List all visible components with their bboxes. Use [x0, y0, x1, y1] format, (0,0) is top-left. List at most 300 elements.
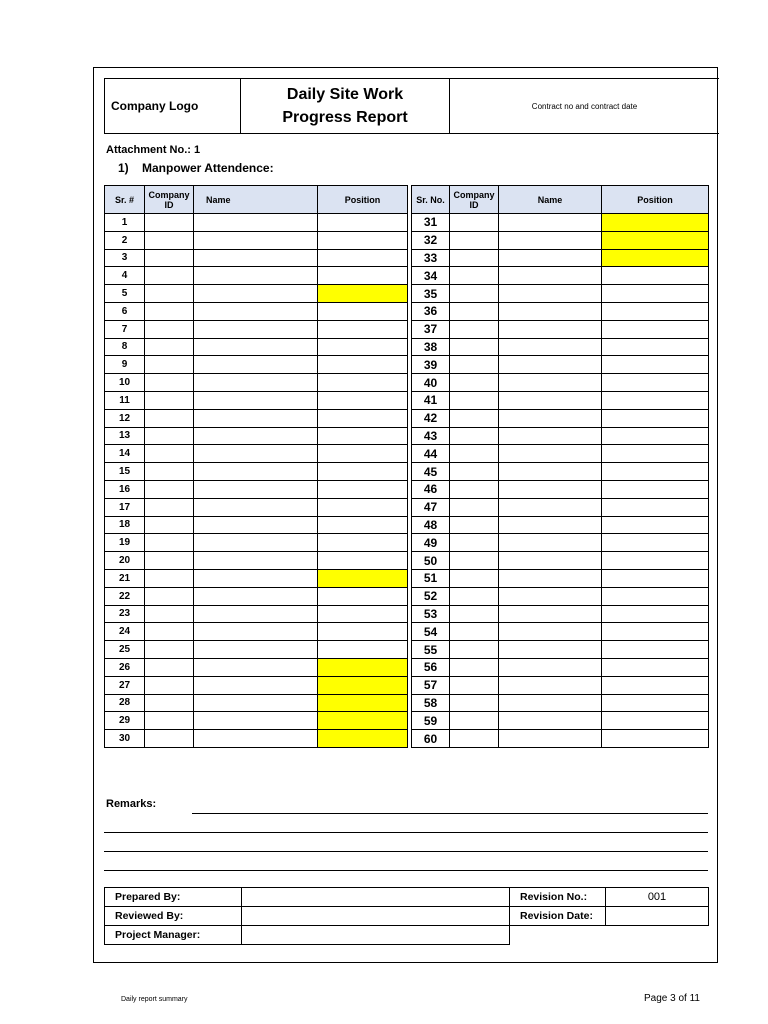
row-number: 30	[105, 730, 145, 748]
row-number: 49	[412, 534, 450, 552]
name-cell[interactable]	[499, 338, 602, 356]
company-id-cell[interactable]	[450, 249, 499, 267]
row-number: 17	[105, 498, 145, 516]
row-number: 27	[105, 676, 145, 694]
name-cell[interactable]	[194, 498, 318, 516]
position-cell[interactable]	[602, 552, 709, 570]
company-id-cell[interactable]	[145, 249, 194, 267]
company-id-cell[interactable]	[145, 498, 194, 516]
position-cell[interactable]	[602, 676, 709, 694]
remarks-label: Remarks:	[106, 798, 157, 810]
row-number: 8	[105, 338, 145, 356]
name-cell[interactable]	[499, 712, 602, 730]
row-number: 25	[105, 641, 145, 659]
company-id-cell[interactable]	[450, 730, 499, 748]
attendance-table-left	[104, 185, 408, 748]
name-cell[interactable]	[194, 658, 318, 676]
name-cell[interactable]	[499, 302, 602, 320]
company-id-cell[interactable]	[145, 587, 194, 605]
company-id-cell[interactable]	[450, 569, 499, 587]
company-id-cell[interactable]	[450, 605, 499, 623]
position-cell[interactable]	[602, 231, 709, 249]
table-row	[412, 569, 709, 587]
name-cell[interactable]	[194, 445, 318, 463]
table-row	[105, 480, 408, 498]
name-cell[interactable]	[194, 320, 318, 338]
position-cell[interactable]	[318, 569, 408, 587]
company-id-cell[interactable]	[450, 302, 499, 320]
name-cell[interactable]	[499, 694, 602, 712]
table-row	[412, 445, 709, 463]
table-row	[412, 605, 709, 623]
position-cell[interactable]	[318, 694, 408, 712]
position-cell[interactable]	[602, 320, 709, 338]
table-row	[412, 231, 709, 249]
table-row	[105, 516, 408, 534]
company-logo-label: Company Logo	[104, 78, 241, 134]
position-cell[interactable]	[318, 338, 408, 356]
row-number: 57	[412, 676, 450, 694]
row-number: 15	[105, 463, 145, 481]
name-cell[interactable]	[499, 231, 602, 249]
company-id-cell[interactable]	[450, 374, 499, 392]
row-number: 43	[412, 427, 450, 445]
company-id-cell[interactable]	[145, 391, 194, 409]
row-number: 34	[412, 267, 450, 285]
position-cell[interactable]	[602, 391, 709, 409]
name-cell[interactable]	[194, 569, 318, 587]
company-id-cell[interactable]	[145, 267, 194, 285]
position-cell[interactable]	[602, 445, 709, 463]
row-number: 58	[412, 694, 450, 712]
company-id-cell[interactable]	[450, 694, 499, 712]
row-number: 5	[105, 285, 145, 303]
position-cell[interactable]	[318, 356, 408, 374]
name-cell[interactable]	[499, 730, 602, 748]
company-id-cell[interactable]	[450, 267, 499, 285]
col-header-position: Position	[318, 186, 408, 214]
row-number: 11	[105, 391, 145, 409]
name-cell[interactable]	[499, 267, 602, 285]
name-cell[interactable]	[499, 374, 602, 392]
name-cell[interactable]	[194, 730, 318, 748]
company-id-cell[interactable]	[450, 623, 499, 641]
company-id-cell[interactable]	[450, 409, 499, 427]
position-cell[interactable]	[602, 641, 709, 659]
position-cell[interactable]	[318, 480, 408, 498]
attendance-table-right	[411, 185, 709, 748]
name-cell[interactable]	[499, 623, 602, 641]
col-header-name: Name	[194, 186, 318, 214]
name-cell[interactable]	[194, 534, 318, 552]
position-cell[interactable]	[318, 623, 408, 641]
name-cell[interactable]	[499, 409, 602, 427]
position-cell[interactable]	[318, 676, 408, 694]
position-cell[interactable]	[318, 249, 408, 267]
row-number: 42	[412, 409, 450, 427]
col-header-sr: Sr. #	[105, 186, 145, 214]
name-cell[interactable]	[194, 463, 318, 481]
name-cell[interactable]	[194, 214, 318, 232]
company-id-cell[interactable]	[145, 480, 194, 498]
row-number: 32	[412, 231, 450, 249]
remarks-line[interactable]	[192, 813, 708, 814]
position-cell[interactable]	[602, 569, 709, 587]
position-cell[interactable]	[318, 285, 408, 303]
revision-no-value[interactable]: 001	[606, 888, 709, 907]
table-header-row	[412, 186, 709, 214]
company-id-cell[interactable]	[450, 320, 499, 338]
row-number: 6	[105, 302, 145, 320]
company-id-cell[interactable]	[450, 534, 499, 552]
position-cell[interactable]	[318, 231, 408, 249]
company-id-cell[interactable]	[450, 285, 499, 303]
row-number: 3	[105, 249, 145, 267]
prepared-by-label: Prepared By:	[105, 888, 242, 907]
company-id-cell[interactable]	[450, 231, 499, 249]
table-row	[105, 356, 408, 374]
reviewed-by-label: Reviewed By:	[105, 907, 242, 926]
position-cell[interactable]	[318, 391, 408, 409]
name-cell[interactable]	[499, 658, 602, 676]
name-cell[interactable]	[499, 587, 602, 605]
name-cell[interactable]	[194, 302, 318, 320]
section-title: 1) Manpower Attendence:	[118, 161, 274, 175]
position-cell[interactable]	[318, 445, 408, 463]
row-number: 48	[412, 516, 450, 534]
table-row	[105, 445, 408, 463]
company-id-cell[interactable]	[145, 534, 194, 552]
company-id-cell[interactable]	[450, 356, 499, 374]
signoff-row	[105, 907, 709, 926]
report-title-line2: Progress Report	[282, 109, 408, 126]
name-cell[interactable]	[194, 694, 318, 712]
position-cell[interactable]	[318, 302, 408, 320]
position-cell[interactable]	[602, 623, 709, 641]
company-id-cell[interactable]	[145, 605, 194, 623]
name-cell[interactable]	[194, 356, 318, 374]
name-cell[interactable]	[499, 285, 602, 303]
col-header-position: Position	[602, 186, 709, 214]
company-id-cell[interactable]	[450, 516, 499, 534]
name-cell[interactable]	[499, 569, 602, 587]
row-number: 28	[105, 694, 145, 712]
remarks-line[interactable]	[104, 832, 708, 833]
row-number: 21	[105, 569, 145, 587]
table-row	[105, 463, 408, 481]
name-cell[interactable]	[499, 249, 602, 267]
position-cell[interactable]	[318, 409, 408, 427]
company-id-cell[interactable]	[145, 552, 194, 570]
position-cell[interactable]	[602, 516, 709, 534]
signoff-row	[105, 888, 709, 907]
contract-label: Contract no and contract date	[449, 78, 719, 134]
revision-date-field[interactable]	[606, 907, 709, 926]
company-id-cell[interactable]	[145, 445, 194, 463]
table-row	[105, 409, 408, 427]
row-number: 38	[412, 338, 450, 356]
company-id-cell[interactable]	[145, 712, 194, 730]
position-cell[interactable]	[318, 427, 408, 445]
table-row	[412, 676, 709, 694]
revision-no-label: Revision No.:	[510, 888, 606, 907]
position-cell[interactable]	[318, 374, 408, 392]
table-row	[412, 320, 709, 338]
project-manager-field[interactable]	[242, 926, 510, 945]
prepared-by-field[interactable]	[242, 888, 510, 907]
company-id-cell[interactable]	[450, 427, 499, 445]
row-number: 31	[412, 214, 450, 232]
company-id-cell[interactable]	[450, 641, 499, 659]
name-cell[interactable]	[499, 214, 602, 232]
position-cell[interactable]	[318, 587, 408, 605]
row-number: 35	[412, 285, 450, 303]
name-cell[interactable]	[499, 516, 602, 534]
row-number: 51	[412, 569, 450, 587]
position-cell[interactable]	[602, 285, 709, 303]
row-number: 23	[105, 605, 145, 623]
table-row	[412, 214, 709, 232]
position-cell[interactable]	[602, 374, 709, 392]
name-cell[interactable]	[499, 552, 602, 570]
position-cell[interactable]	[602, 249, 709, 267]
position-cell[interactable]	[318, 712, 408, 730]
company-id-cell[interactable]	[145, 356, 194, 374]
report-title-line1: Daily Site Work	[286, 86, 404, 103]
name-cell[interactable]	[499, 427, 602, 445]
table-row	[105, 605, 408, 623]
table-row	[105, 641, 408, 659]
row-number: 2	[105, 231, 145, 249]
position-cell[interactable]	[318, 641, 408, 659]
company-id-cell[interactable]	[145, 231, 194, 249]
name-cell[interactable]	[194, 676, 318, 694]
position-cell[interactable]	[602, 534, 709, 552]
name-cell[interactable]	[194, 391, 318, 409]
position-cell[interactable]	[318, 730, 408, 748]
company-id-cell[interactable]	[450, 338, 499, 356]
name-cell[interactable]	[499, 641, 602, 659]
name-cell[interactable]	[499, 498, 602, 516]
table-row	[105, 391, 408, 409]
empty-cell	[510, 926, 606, 945]
name-cell[interactable]	[499, 605, 602, 623]
row-number: 29	[105, 712, 145, 730]
table-row	[105, 302, 408, 320]
row-number: 44	[412, 445, 450, 463]
company-id-cell[interactable]	[145, 463, 194, 481]
row-number: 14	[105, 445, 145, 463]
row-number: 22	[105, 587, 145, 605]
name-cell[interactable]	[194, 285, 318, 303]
position-cell[interactable]	[602, 587, 709, 605]
name-cell[interactable]	[194, 267, 318, 285]
company-id-cell[interactable]	[450, 712, 499, 730]
table-row	[105, 712, 408, 730]
position-cell[interactable]	[602, 427, 709, 445]
name-cell[interactable]	[194, 552, 318, 570]
position-cell[interactable]	[318, 498, 408, 516]
position-cell[interactable]	[602, 409, 709, 427]
position-cell[interactable]	[602, 498, 709, 516]
table-row	[105, 676, 408, 694]
company-id-cell[interactable]	[145, 302, 194, 320]
position-cell[interactable]	[602, 658, 709, 676]
company-id-cell[interactable]	[450, 676, 499, 694]
table-row	[412, 623, 709, 641]
name-cell[interactable]	[499, 356, 602, 374]
col-header-company-id: Company ID	[145, 186, 194, 214]
row-number: 36	[412, 302, 450, 320]
company-id-cell[interactable]	[450, 552, 499, 570]
table-row	[105, 694, 408, 712]
name-cell[interactable]	[499, 676, 602, 694]
name-cell[interactable]	[194, 641, 318, 659]
row-number: 47	[412, 498, 450, 516]
position-cell[interactable]	[318, 534, 408, 552]
company-id-cell[interactable]	[145, 516, 194, 534]
name-cell[interactable]	[194, 605, 318, 623]
position-cell[interactable]	[602, 694, 709, 712]
position-cell[interactable]	[602, 214, 709, 232]
name-cell[interactable]	[499, 391, 602, 409]
position-cell[interactable]	[602, 480, 709, 498]
company-id-cell[interactable]	[145, 658, 194, 676]
position-cell[interactable]	[318, 214, 408, 232]
company-id-cell[interactable]	[145, 374, 194, 392]
company-id-cell[interactable]	[450, 658, 499, 676]
position-cell[interactable]	[602, 338, 709, 356]
row-number: 45	[412, 463, 450, 481]
col-header-sr-no: Sr. No.	[412, 186, 450, 214]
name-cell[interactable]	[194, 409, 318, 427]
table-row	[412, 285, 709, 303]
name-cell[interactable]	[194, 427, 318, 445]
table-row	[412, 374, 709, 392]
position-cell[interactable]	[602, 730, 709, 748]
name-cell[interactable]	[499, 445, 602, 463]
company-id-cell[interactable]	[450, 445, 499, 463]
table-row	[412, 730, 709, 748]
position-cell[interactable]	[318, 605, 408, 623]
table-row	[412, 516, 709, 534]
row-number: 55	[412, 641, 450, 659]
name-cell[interactable]	[499, 480, 602, 498]
company-id-cell[interactable]	[145, 694, 194, 712]
company-id-cell[interactable]	[145, 730, 194, 748]
company-id-cell[interactable]	[450, 498, 499, 516]
company-id-cell[interactable]	[450, 463, 499, 481]
table-header-row	[105, 186, 408, 214]
empty-cell	[606, 926, 709, 945]
name-cell[interactable]	[194, 374, 318, 392]
table-row	[105, 231, 408, 249]
company-id-cell[interactable]	[145, 676, 194, 694]
company-id-cell[interactable]	[450, 587, 499, 605]
table-row	[412, 694, 709, 712]
reviewed-by-field[interactable]	[242, 907, 510, 926]
row-number: 54	[412, 623, 450, 641]
company-id-cell[interactable]	[145, 623, 194, 641]
company-id-cell[interactable]	[450, 391, 499, 409]
company-id-cell[interactable]	[145, 641, 194, 659]
name-cell[interactable]	[194, 587, 318, 605]
company-id-cell[interactable]	[145, 338, 194, 356]
company-id-cell[interactable]	[145, 409, 194, 427]
table-row	[412, 249, 709, 267]
table-row	[105, 569, 408, 587]
position-cell[interactable]	[602, 712, 709, 730]
remarks-line[interactable]	[104, 851, 708, 852]
position-cell[interactable]	[602, 302, 709, 320]
company-id-cell[interactable]	[145, 285, 194, 303]
position-cell[interactable]	[318, 463, 408, 481]
remarks-line[interactable]	[104, 870, 708, 871]
company-id-cell[interactable]	[450, 214, 499, 232]
table-row	[412, 427, 709, 445]
table-row	[412, 267, 709, 285]
row-number: 20	[105, 552, 145, 570]
name-cell[interactable]	[499, 534, 602, 552]
page-footer-page-number: Page 3 of 11	[644, 993, 700, 1004]
position-cell[interactable]	[318, 552, 408, 570]
name-cell[interactable]	[194, 712, 318, 730]
company-id-cell[interactable]	[145, 427, 194, 445]
row-number: 9	[105, 356, 145, 374]
position-cell[interactable]	[318, 516, 408, 534]
signoff-table	[104, 887, 709, 945]
position-cell[interactable]	[318, 267, 408, 285]
table-row	[412, 641, 709, 659]
position-cell[interactable]	[318, 320, 408, 338]
name-cell[interactable]	[194, 516, 318, 534]
table-row	[412, 712, 709, 730]
name-cell[interactable]	[194, 231, 318, 249]
name-cell[interactable]	[194, 623, 318, 641]
row-number: 52	[412, 587, 450, 605]
attachment-label: Attachment No.: 1	[106, 144, 201, 156]
table-row	[105, 374, 408, 392]
row-number: 60	[412, 730, 450, 748]
name-cell[interactable]	[194, 249, 318, 267]
row-number: 10	[105, 374, 145, 392]
table-row	[105, 730, 408, 748]
table-row	[105, 338, 408, 356]
name-cell[interactable]	[194, 480, 318, 498]
col-header-name: Name	[499, 186, 602, 214]
table-row	[105, 552, 408, 570]
company-id-cell[interactable]	[450, 480, 499, 498]
table-row	[105, 534, 408, 552]
revision-date-label: Revision Date:	[510, 907, 606, 926]
company-id-cell[interactable]	[145, 214, 194, 232]
name-cell[interactable]	[194, 338, 318, 356]
name-cell[interactable]	[499, 320, 602, 338]
table-row	[412, 356, 709, 374]
position-cell[interactable]	[602, 267, 709, 285]
table-row	[412, 391, 709, 409]
company-id-cell[interactable]	[145, 569, 194, 587]
name-cell[interactable]	[499, 463, 602, 481]
position-cell[interactable]	[602, 356, 709, 374]
position-cell[interactable]	[602, 605, 709, 623]
row-number: 7	[105, 320, 145, 338]
row-number: 56	[412, 658, 450, 676]
position-cell[interactable]	[318, 658, 408, 676]
position-cell[interactable]	[602, 463, 709, 481]
company-id-cell[interactable]	[145, 320, 194, 338]
table-row	[412, 409, 709, 427]
